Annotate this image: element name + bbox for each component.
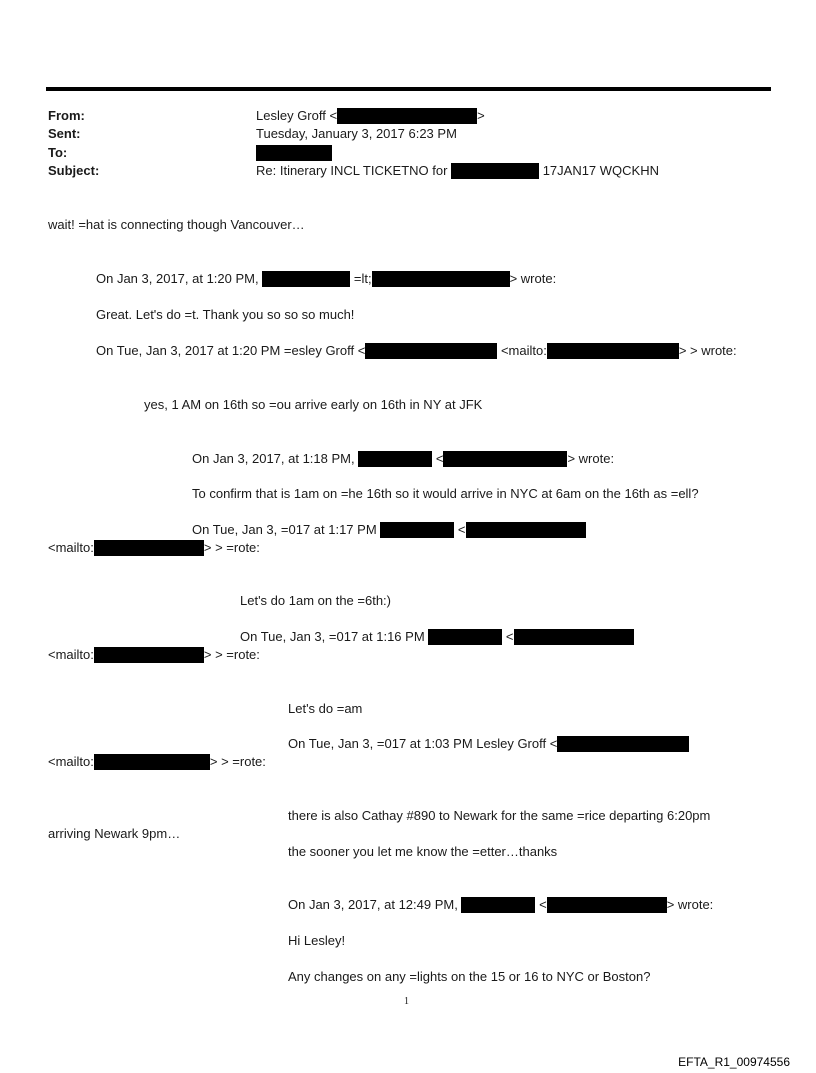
redaction-box	[443, 451, 567, 467]
redaction-box	[466, 522, 586, 538]
redaction-box	[372, 271, 510, 287]
quote-header-text: > wrote:	[666, 897, 714, 912]
redaction-box	[256, 145, 332, 161]
quote-header-text: =lt;	[353, 271, 372, 286]
from-value	[256, 108, 485, 124]
subject-label: Subject:	[48, 163, 100, 178]
quote-header-wrap	[48, 754, 266, 770]
quote-header	[240, 629, 634, 645]
quote-header-text: <	[505, 629, 514, 644]
redaction-box	[358, 451, 432, 467]
quote-header	[192, 451, 614, 467]
bates-number: EFTA_R1_00974556	[678, 1055, 790, 1069]
body-line: wait! =hat is connecting though Vancouver…	[48, 217, 305, 232]
quote-header-text: On Tue, Jan 3, =017 at 1:17 PM	[192, 522, 377, 537]
quote-header-text: On Jan 3, 2017, at 1:18 PM,	[192, 451, 355, 466]
quote-header-text: <mailto:	[48, 754, 94, 769]
quote-header-text: <	[539, 897, 547, 912]
sent-value: Tuesday, January 3, 2017 6:23 PM	[256, 126, 457, 141]
quote-header-text: <	[457, 522, 466, 537]
quote-header-text: On Jan 3, 2017, at 12:49 PM,	[288, 897, 458, 912]
redaction-box	[451, 163, 539, 179]
subject-value	[256, 163, 659, 179]
quote-text: Hi Lesley!	[288, 933, 346, 948]
quote-header-text: <	[435, 451, 444, 466]
from-label: From:	[48, 108, 85, 123]
quote-text: arriving Newark 9pm…	[48, 826, 181, 841]
quote-text: the sooner you let me know the =etter…thanks	[288, 844, 558, 859]
quote-header-text: On Tue, Jan 3, 2017 at 1:20 PM =esley Groff <	[96, 343, 366, 358]
quote-header	[96, 271, 556, 287]
quote-text: To confirm that is 1am on =he 16th so it would arrive in NYC at 6am on the 16th as =ell?	[192, 486, 699, 501]
redaction-box	[547, 343, 679, 359]
redaction-box	[428, 629, 502, 645]
redaction-box	[94, 754, 210, 770]
quote-text: Great. Let's do =t. Thank you so so so much!	[96, 307, 355, 322]
quote-header-text: > > =rote:	[209, 754, 266, 769]
subject-suffix: 17JAN17 WQCKHN	[542, 163, 659, 178]
quote-header-text: <mailto:	[48, 647, 94, 662]
page-number: 1	[404, 996, 409, 1007]
quote-header-text: > > =rote:	[203, 647, 260, 662]
redaction-box	[94, 647, 204, 663]
to-label: To:	[48, 145, 68, 160]
quote-header	[192, 522, 586, 538]
quote-header-text: On Jan 3, 2017, at 1:20 PM,	[96, 271, 259, 286]
redaction-box	[337, 108, 477, 124]
redaction-box	[461, 897, 535, 913]
quote-header-text: <mailto:	[48, 540, 94, 555]
redaction-box	[94, 540, 204, 556]
redaction-box	[514, 629, 634, 645]
quote-header	[96, 343, 737, 359]
redaction-box	[380, 522, 454, 538]
header-divider	[46, 87, 771, 91]
quote-header-text: > > =rote:	[203, 540, 260, 555]
from-name: Lesley Groff <	[256, 108, 338, 123]
quote-text: Let's do =am	[288, 701, 363, 716]
quote-header-text: > wrote:	[509, 271, 557, 286]
redaction-box	[262, 271, 350, 287]
quote-header	[288, 736, 689, 752]
quote-header-text: On Tue, Jan 3, =017 at 1:03 PM Lesley Groff <	[288, 736, 558, 751]
quote-header	[288, 897, 713, 913]
redaction-box	[557, 736, 689, 752]
redaction-box	[365, 343, 497, 359]
quote-header-wrap	[48, 647, 260, 663]
from-close: >	[477, 108, 485, 123]
quote-header-text: <mailto:	[500, 343, 547, 358]
quote-header-wrap	[48, 540, 260, 556]
sent-label: Sent:	[48, 126, 81, 141]
quote-header-text: > > wrote:	[678, 343, 737, 358]
subject-prefix: Re: Itinerary INCL TICKETNO for	[256, 163, 448, 178]
quote-header-text: On Tue, Jan 3, =017 at 1:16 PM	[240, 629, 425, 644]
quote-text: yes, 1 AM on 16th so =ou arrive early on 16th in NY at JFK	[144, 397, 483, 412]
to-value	[256, 145, 332, 161]
redaction-box	[547, 897, 667, 913]
quote-text: Let's do 1am on the =6th:)	[240, 593, 391, 608]
quote-text: there is also Cathay #890 to Newark for the same =rice departing 6:20pm	[288, 808, 711, 823]
quote-text: Any changes on any =lights on the 15 or 16 to NYC or Boston?	[288, 969, 651, 984]
quote-header-text: > wrote:	[567, 451, 615, 466]
